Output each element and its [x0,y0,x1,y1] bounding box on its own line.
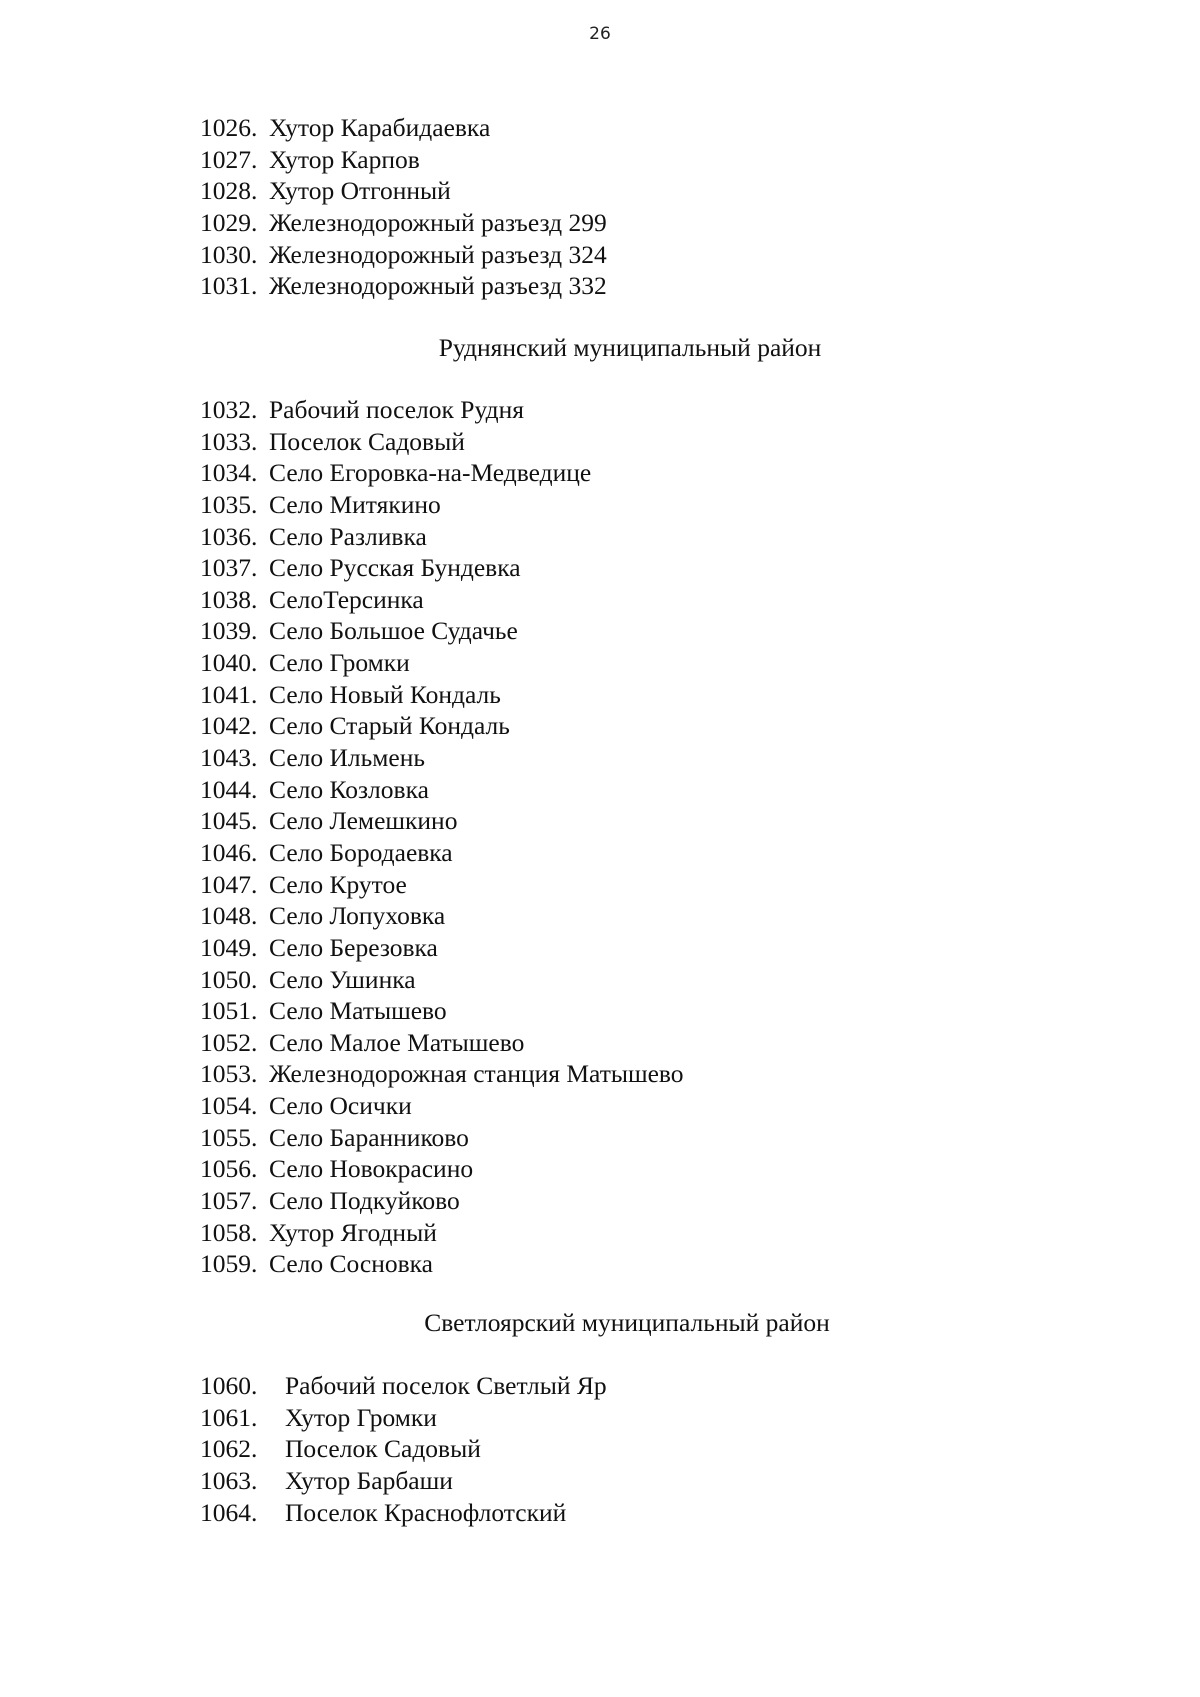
entry-name: Железнодорожный разъезд 324 [269,239,607,269]
entry-number: 1057. [200,1186,258,1216]
entry-number: 1027. [200,144,258,174]
entry-name: Село Ушинка [269,964,416,994]
entry-name: Село Русская Бундевка [269,553,521,583]
settlement-list-top [200,112,607,302]
list-item [200,647,684,679]
district-heading-svetly-yar: Светлоярский муниципальный район [424,1308,830,1337]
list-item [200,1465,607,1497]
entry-number: 1059. [200,1249,258,1279]
list-item [200,742,684,774]
entry-name: Хутор Громки [285,1402,437,1432]
entry-number: 1038. [200,584,258,614]
district-heading-rudnya: Руднянский муниципальный район [438,333,822,362]
entry-name: Железнодорожная станция Матышево [269,1059,684,1089]
entry-number: 1029. [200,207,258,237]
entry-name: Село Старый Кондаль [269,711,510,741]
list-item [200,1153,684,1185]
list-item [200,1370,607,1402]
entry-number: 1030. [200,239,258,269]
entry-number: 1044. [200,774,258,804]
list-item [200,1058,684,1090]
list-item [200,1090,684,1122]
list-item [200,995,684,1027]
entry-number: 1046. [200,837,258,867]
entry-name: Село Бородаевка [269,837,453,867]
entry-number: 1049. [200,932,258,962]
entry-number: 1061. [200,1402,258,1432]
entry-name: Село Сосновка [269,1249,433,1279]
entry-number: 1032. [200,395,258,424]
entry-name: Железнодорожный разъезд 332 [269,271,607,301]
list-item [200,837,684,869]
entry-number: 1039. [200,616,258,646]
entry-number: 1040. [200,648,258,678]
entry-name: Село Митякино [269,489,441,519]
entry-number: 1033. [200,426,258,456]
entry-number: 1036. [200,521,258,551]
list-item [200,964,684,996]
list-item [200,239,607,271]
entry-name: Село Осички [269,1091,412,1121]
page-number: 26 [589,24,611,44]
entry-name: Село Березовка [269,932,438,962]
entry-name: Село Матышево [269,996,447,1026]
list-item [200,1497,607,1529]
list-item [200,270,607,302]
list-item [200,552,684,584]
entry-number: 1056. [200,1154,258,1184]
entry-number: 1042. [200,711,258,741]
entry-name: Село Громки [269,648,410,678]
entry-name: Поселок Садовый [285,1434,481,1464]
list-item [200,774,684,806]
list-item [200,207,607,239]
entry-name: СелоТерсинка [269,584,424,614]
entry-number: 1037. [200,553,258,583]
entry-name: Село Козловка [269,774,429,804]
list-item [200,1027,684,1059]
entry-number: 1051. [200,996,258,1026]
settlement-list-svetly-yar [200,1370,607,1528]
list-item [200,144,607,176]
entry-number: 1058. [200,1217,258,1247]
entry-name: Село Крутое [269,869,407,899]
entry-number: 1052. [200,1027,258,1057]
entry-name: Село Малое Матышево [269,1027,525,1057]
list-item [200,521,684,553]
list-item [200,805,684,837]
entry-name: Село Подкуйково [269,1186,460,1216]
list-item [200,584,684,616]
entry-number: 1035. [200,489,258,519]
entry-name: Село Егоровка-на-Медведице [269,458,592,488]
list-item [200,1122,684,1154]
entry-number: 1031. [200,271,258,301]
entry-number: 1054. [200,1091,258,1121]
list-item [200,615,684,647]
entry-number: 1055. [200,1122,258,1152]
entry-number: 1063. [200,1465,258,1495]
list-item [200,710,684,742]
list-item [200,1433,607,1465]
list-item [200,112,607,144]
list-item [200,1248,684,1280]
list-item [200,900,684,932]
entry-name: Село Новый Кондаль [269,679,501,709]
list-item [200,1185,684,1217]
list-item [200,869,684,901]
entry-number: 1048. [200,901,258,931]
entry-name: Село Баранниково [269,1122,469,1152]
settlement-list-rudnya [200,394,684,1280]
entry-number: 1045. [200,806,258,836]
entry-number: 1028. [200,176,258,206]
entry-name: Село Ильмень [269,743,425,773]
entry-name: Рабочий поселок Рудня [269,395,524,424]
entry-name: Поселок Краснофлотский [285,1497,567,1527]
list-item [200,489,684,521]
list-item [200,175,607,207]
entry-name: Поселок Садовый [269,426,465,456]
entry-number: 1047. [200,869,258,899]
entry-name: Железнодорожный разъезд 299 [269,207,607,237]
list-item [200,1217,684,1249]
entry-number: 1053. [200,1059,258,1089]
entry-name: Село Новокрасино [269,1154,474,1184]
list-item [200,1402,607,1434]
entry-number: 1041. [200,679,258,709]
entry-number: 1062. [200,1434,258,1464]
entry-name: Рабочий поселок Светлый Яр [285,1371,607,1400]
list-item [200,426,684,458]
entry-number: 1050. [200,964,258,994]
entry-name: Село Лемешкино [269,806,458,836]
entry-name: Село Разливка [269,521,427,551]
entry-name: Хутор Барбаши [285,1465,453,1495]
entry-name: Хутор Карпов [269,144,420,174]
entry-name: Хутор Карабидаевка [269,113,491,142]
list-item [200,679,684,711]
entry-name: Хутор Отгонный [269,176,451,206]
entry-number: 1060. [200,1371,258,1400]
entry-number: 1043. [200,743,258,773]
list-item [200,932,684,964]
entry-name: Село Лопуховка [269,901,446,931]
entry-number: 1026. [200,113,258,142]
entry-name: Хутор Ягодный [269,1217,437,1247]
entry-name: Село Большое Судачье [269,616,518,646]
list-item [200,457,684,489]
entry-number: 1034. [200,458,258,488]
list-item [200,394,684,426]
entry-number: 1064. [200,1497,258,1527]
